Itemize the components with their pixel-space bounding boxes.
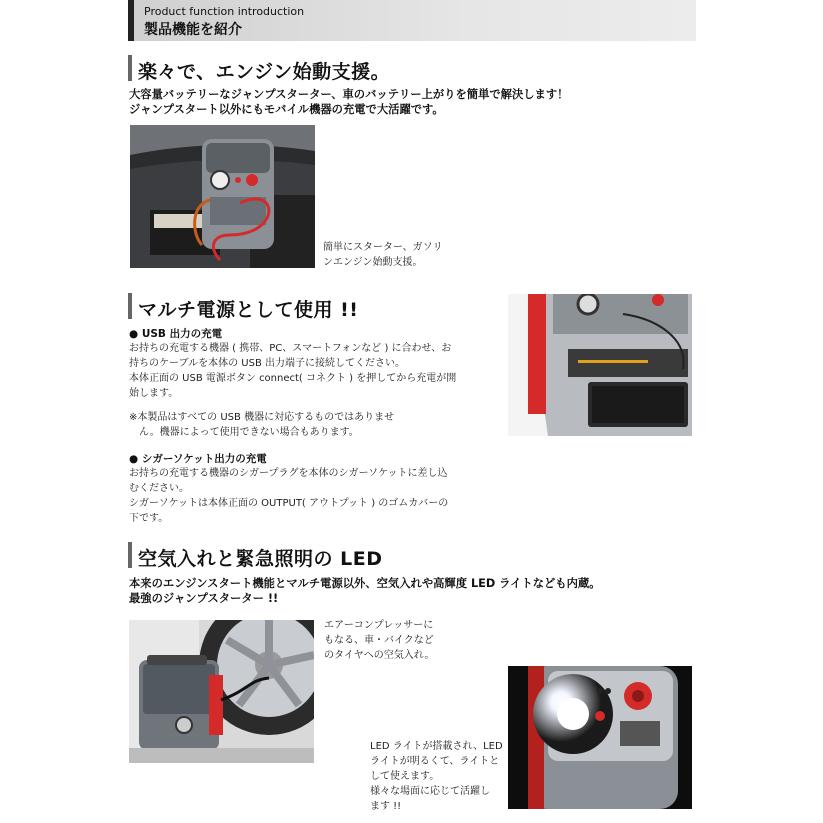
- section-title-air-led: 空気入れと緊急照明の LED: [138, 548, 383, 570]
- section-marker: [128, 542, 132, 568]
- led-caption-line: ライトが明るくて、ライトと: [370, 756, 500, 767]
- led-caption-line: して使えます。: [370, 771, 440, 782]
- led-caption-line: ます !!: [370, 801, 402, 812]
- section-title-engine: 楽々で、エンジン始動支援。: [138, 61, 391, 83]
- photo-caption-line: 簡単にスターター、ガソリ: [323, 242, 443, 253]
- cigar-text-line: 下です。: [129, 513, 169, 524]
- led-caption-line: 様々な場面に応じて活躍し: [370, 786, 490, 797]
- cigar-text-line: お持ちの充電する機器のシガープラグを本体のシガーソケットに差し込: [129, 468, 448, 479]
- section-lead-line: 本来のエンジンスタート機能とマルチ電源以外、空気入れや高輝度 LED ライトなども内蔵。: [129, 577, 601, 590]
- usb-note-line: ん。機器によって使用できない場合もあります。: [129, 427, 359, 438]
- photo-caption-line: ンエンジン始動支援。: [323, 257, 423, 268]
- header-accent-bar: [128, 0, 134, 41]
- usb-heading: ● USB 出力の充電: [129, 328, 223, 340]
- usb-text-line: 持ちのケーブルを本体の USB 出力端子に接続してください。: [129, 358, 405, 369]
- cigar-text-line: むください。: [129, 483, 189, 494]
- section-lead-line: 最強のジャンプスターター !!: [129, 592, 279, 605]
- section-lead-line: 大容量バッテリーなジャンプスターター、車のバッテリー上がりを簡単で解決します！: [129, 88, 569, 101]
- section-title-multi-power: マルチ電源として使用 !!: [138, 299, 359, 321]
- usb-text-line: 本体正面の USB 電源ボタン connect( コネクト ) を押してから充電が開: [129, 373, 457, 384]
- led-light-photo: [508, 666, 692, 809]
- section-marker: [128, 293, 132, 319]
- section-lead-line: ジャンプスタート以外にもモバイル機器の充電で大活躍です。: [129, 103, 444, 116]
- engine-bay-photo: [130, 125, 315, 268]
- air-caption-line: もなる、車・バイクなど: [324, 635, 434, 646]
- air-caption-line: エアーコンプレッサーに: [324, 620, 434, 631]
- tire-inflation-photo: [129, 620, 314, 763]
- cigar-text-line: シガーソケットは本体正面の OUTPUT( アウトプット ) のゴムカバーの: [129, 498, 449, 509]
- header-title: 製品機能を紹介: [144, 22, 242, 38]
- air-caption-line: のタイヤへの空気入れ。: [324, 650, 435, 661]
- usb-charging-photo: [508, 294, 692, 436]
- header-subtitle: Product function introduction: [144, 5, 305, 18]
- led-caption-line: LED ライトが搭載され、LED: [370, 741, 503, 752]
- cigar-heading: ● シガーソケット出力の充電: [129, 453, 267, 465]
- usb-text-line: お持ちの充電する機器 ( 携帯、PC、スマートフォンなど ) に合わせ、お: [129, 343, 452, 354]
- usb-note-line: ※本製品はすべての USB 機器に対応するものではありませ: [129, 412, 395, 423]
- usb-text-line: 始します。: [129, 388, 179, 399]
- section-marker: [128, 55, 132, 81]
